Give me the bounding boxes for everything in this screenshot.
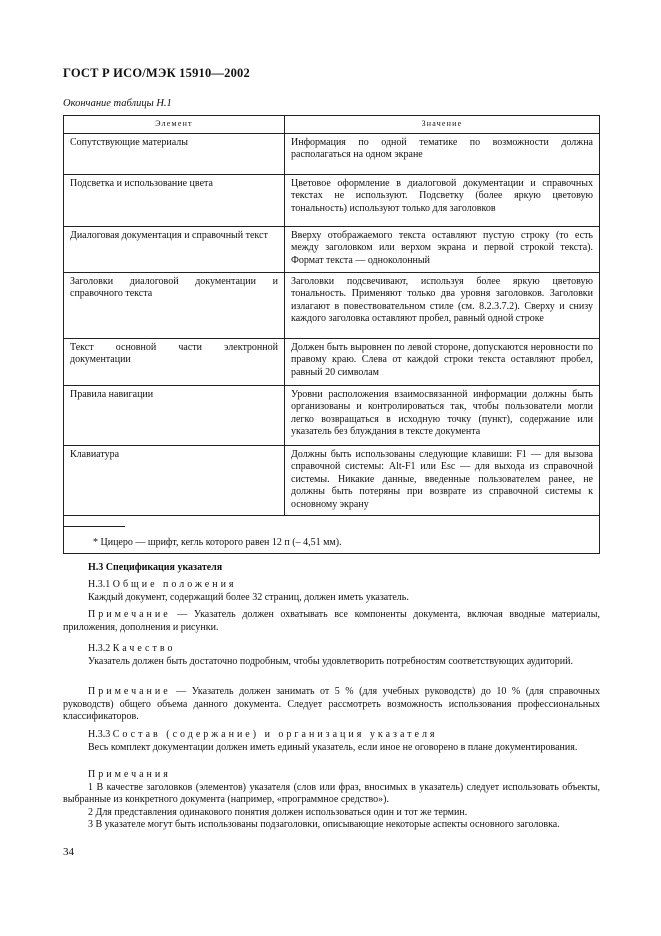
subsection-number: Н.3.1: [88, 579, 111, 590]
table-row: [64, 273, 600, 339]
section-heading-h3: [63, 562, 600, 575]
note-1: [63, 609, 600, 634]
page-number: 34: [63, 846, 74, 858]
table-row: [64, 386, 600, 446]
note-text: — Указатель должен занимать от 5 % (для учебных руководств) до 10 % (для справочных руководств) общего объема данного документа. Следует рассмотреть возможность использования профессиональных классификаторов.: [63, 686, 601, 723]
value-cell: Должны быть использованы следующие клавиши: F1 — для вызова справочной системы: Alt-F1 или Esc — для выхода из справочной системы. Никакие данные, введенные пользователем ранее, не должны быть потеряны при возврате из справочной системы к основному экрану: [285, 446, 600, 516]
note-item: 1 В качестве заголовков (элементов) указателя (слов или фраз, вносимых в указатель) следует использовать объекты, выбранные из конкретного документа (например, «программное средство»).: [63, 781, 600, 806]
element-cell: Правила навигации: [64, 386, 285, 446]
table-row: [64, 227, 600, 273]
notes-label: Примечания: [88, 769, 171, 780]
value-cell: Цветовое оформление в диалоговой документации и справочных текстах не используют. Подсветку (более яркую цветовую тональность) используют только для заголовков: [285, 175, 600, 227]
subsection-title: Качество: [112, 643, 176, 654]
subsection-title: Состав (содержание) и организация указателя: [112, 729, 438, 740]
subsection-title: Общие положения: [112, 579, 237, 590]
note-item: 3 В указателе могут быть использованы подзаголовки, описывающие некоторые аспекты основного заголовка.: [88, 819, 560, 831]
value-cell: Вверху отображаемого текста оставляют пустую строку (то есть между заголовком или верхом экрана и первой строкой текста). Формат текста — одноколонный: [285, 227, 600, 273]
paragraph: Весь комплект документации должен иметь единый указатель, если иное не оговорено в плане документирования.: [88, 741, 578, 753]
table-row: [64, 339, 600, 386]
note-label: Примечание: [88, 609, 171, 620]
note-text: — Указатель должен охватывать все компоненты документа, включая вводные материалы, приложения, дополнения и рисунки.: [63, 609, 600, 633]
element-cell: Диалоговая документация и справочный текст: [64, 227, 285, 273]
section-title: Н.3 Спецификация указателя: [88, 562, 223, 573]
paragraph: Указатель должен быть достаточно подробным, чтобы удовлетворить потребностям соответствующих аудиторий.: [88, 655, 573, 667]
subsection-h3-1: [63, 579, 600, 604]
note-2: [63, 686, 600, 724]
value-cell: Должен быть выровнен по левой стороне, допускаются неровности по правому краю. Слева от каждой строки текста оставляют пробел, равный 20 символам: [285, 339, 600, 386]
paragraph: Каждый документ, содержащий более 32 страниц, должен иметь указатель.: [88, 591, 409, 603]
footnote-rule: [63, 526, 125, 527]
table-row: [64, 446, 600, 516]
table-header-row: [64, 116, 600, 134]
subsection-number: Н.3.3: [88, 729, 111, 740]
table-caption: Окончание таблицы Н.1: [63, 98, 172, 109]
notes-block: [63, 769, 600, 832]
column-header-value: Значение: [285, 116, 600, 134]
value-cell: Информация по одной тематике по возможности должна располагаться на одном экране: [285, 134, 600, 175]
column-header-element: Элемент: [64, 116, 285, 134]
value-cell: Уровни расположения взаимосвязанной информации должны быть организованы и контролироваться так, чтобы пользователи могли легко возвращаться в исходную точку (пункт), содержание или указатель без блуждания в тексте документа: [285, 386, 600, 446]
table-row: [64, 134, 600, 175]
note-item: 2 Для представления одинакового понятия должен использоваться один и тот же термин.: [88, 806, 468, 818]
table-footnote: * Цицеро — шрифт, кегль которого равен 12 п (– 4,51 мм).: [93, 537, 342, 548]
value-cell: Заголовки подсвечивают, используя более яркую цветовую тональность. Применяют только два уровня заголовков. Заголовки излагают в повествовательном стиле (см. 8.2.3.7.2). Сверху и снизу каждого заголовка оставляют пробел, равный одной строке: [285, 273, 600, 339]
element-cell: Подсветка и использование цвета: [64, 175, 285, 227]
element-cell: Текст основной части электронной документации: [64, 339, 285, 386]
element-cell: Сопутствующие материалы: [64, 134, 285, 175]
document-header: ГОСТ Р ИСО/МЭК 15910—2002: [63, 66, 250, 80]
element-cell: Заголовки диалоговой документации и справочного текста: [64, 273, 285, 339]
subsection-h3-3: [63, 729, 600, 754]
elements-table: [63, 115, 600, 554]
subsection-number: Н.3.2: [88, 643, 111, 654]
element-cell: Клавиатура: [64, 446, 285, 516]
note-label: Примечание: [88, 686, 171, 697]
subsection-h3-2: [63, 643, 600, 668]
table-row: [64, 175, 600, 227]
